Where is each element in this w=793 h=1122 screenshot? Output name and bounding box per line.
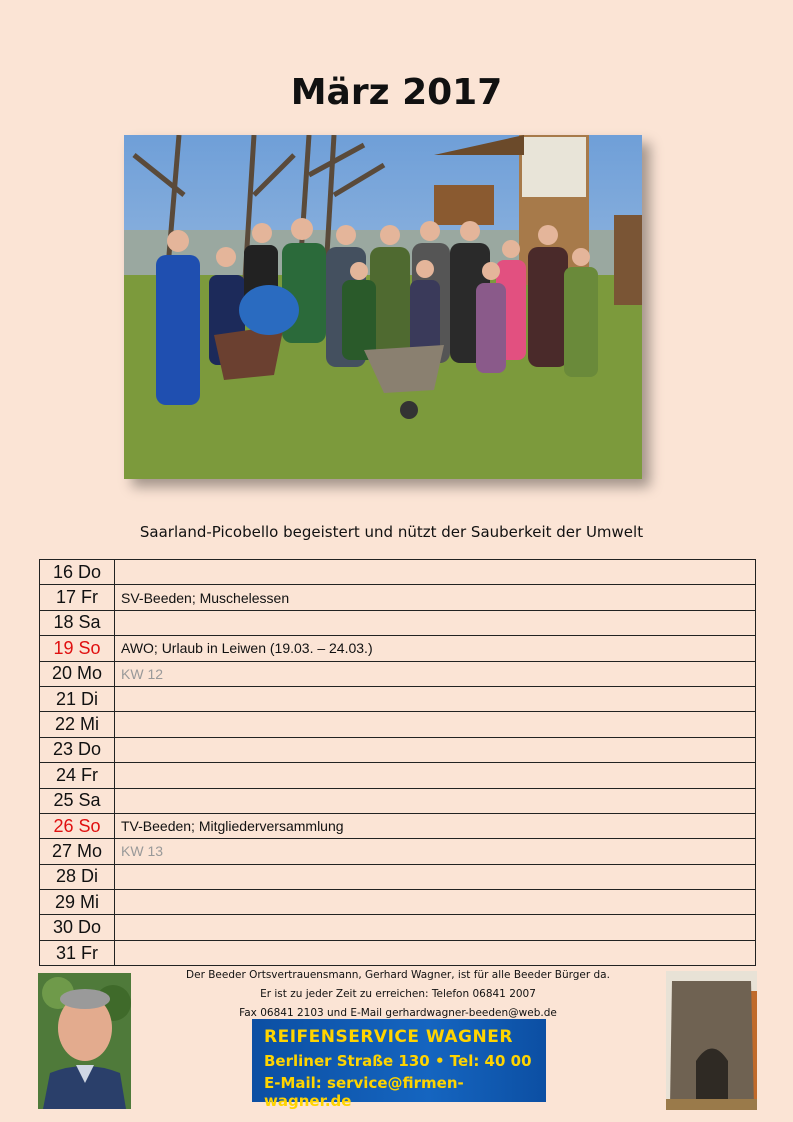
- calendar-row: [40, 560, 756, 585]
- calendar-row: [40, 686, 756, 711]
- contact-line: Er ist zu jeder Zeit zu erreichen: Telefon 06841 2007: [260, 988, 536, 1000]
- calendar-note: [115, 686, 756, 711]
- calendar-note: [115, 864, 756, 889]
- calendar-day: 17 Fr: [40, 585, 115, 610]
- calendar-row: [40, 585, 756, 610]
- calendar-note: [115, 737, 756, 762]
- calendar-day: 24 Fr: [40, 763, 115, 788]
- calendar-day: 29 Mi: [40, 890, 115, 915]
- calendar-row: [40, 788, 756, 813]
- calendar-row: [40, 915, 756, 940]
- calendar-day: 25 Sa: [40, 788, 115, 813]
- calendar-note: KW 13: [115, 839, 756, 864]
- calendar-row: [40, 636, 756, 661]
- calendar-note: [115, 763, 756, 788]
- calendar-row: [40, 763, 756, 788]
- calendar-day: 26 So: [40, 813, 115, 838]
- contact-line: Der Beeder Ortsvertrauensmann, Gerhard Wagner, ist für alle Beeder Bürger da.: [186, 969, 610, 981]
- calendar-day: 28 Di: [40, 864, 115, 889]
- calendar-table: [39, 559, 756, 966]
- calendar-day: 18 Sa: [40, 610, 115, 635]
- calendar-day: 19 So: [40, 636, 115, 661]
- calendar-note: [115, 560, 756, 585]
- calendar-row: [40, 813, 756, 838]
- calendar-note: AWO; Urlaub in Leiwen (19.03. – 24.03.): [115, 636, 756, 661]
- calendar-day: 31 Fr: [40, 940, 115, 965]
- group-photo: [124, 135, 642, 479]
- photo-caption: Saarland-Picobello begeistert und nützt der Sauberkeit der Umwelt: [139, 523, 644, 541]
- calendar-note: [115, 940, 756, 965]
- portrait-photo: [38, 973, 131, 1109]
- calendar-note: SV-Beeden; Muschelessen: [115, 585, 756, 610]
- calendar-row: [40, 712, 756, 737]
- calendar-note: TV-Beeden; Mitgliederversammlung: [115, 813, 756, 838]
- calendar-row: [40, 737, 756, 762]
- ad-email: E-Mail: service@firmen-wagner.de: [264, 1074, 464, 1110]
- calendar-note: [115, 890, 756, 915]
- ad-company-name: REIFENSERVICE WAGNER: [264, 1027, 513, 1047]
- calendar-note: [115, 712, 756, 737]
- calendar-note: [115, 610, 756, 635]
- calendar-day: 22 Mi: [40, 712, 115, 737]
- ruin-photo: [666, 971, 757, 1110]
- calendar-row: [40, 864, 756, 889]
- calendar-day: 27 Mo: [40, 839, 115, 864]
- calendar-row: [40, 661, 756, 686]
- calendar-day: 16 Do: [40, 560, 115, 585]
- contact-info: [150, 966, 646, 1023]
- calendar-day: 20 Mo: [40, 661, 115, 686]
- calendar-row: [40, 890, 756, 915]
- calendar-row: [40, 839, 756, 864]
- calendar-note: [115, 788, 756, 813]
- ad-address: Berliner Straße 130 • Tel: 40 00: [264, 1052, 532, 1070]
- calendar-day: 23 Do: [40, 737, 115, 762]
- calendar-note: KW 12: [115, 661, 756, 686]
- advertisement-banner: [252, 1019, 546, 1110]
- calendar-row: [40, 940, 756, 965]
- calendar-note: [115, 915, 756, 940]
- calendar-day: 30 Do: [40, 915, 115, 940]
- page-title: März 2017: [290, 72, 503, 113]
- contact-line: Fax 06841 2103 und E-Mail gerhardwagner-beeden@web.de: [239, 1007, 557, 1019]
- calendar-day: 21 Di: [40, 686, 115, 711]
- calendar-row: [40, 610, 756, 635]
